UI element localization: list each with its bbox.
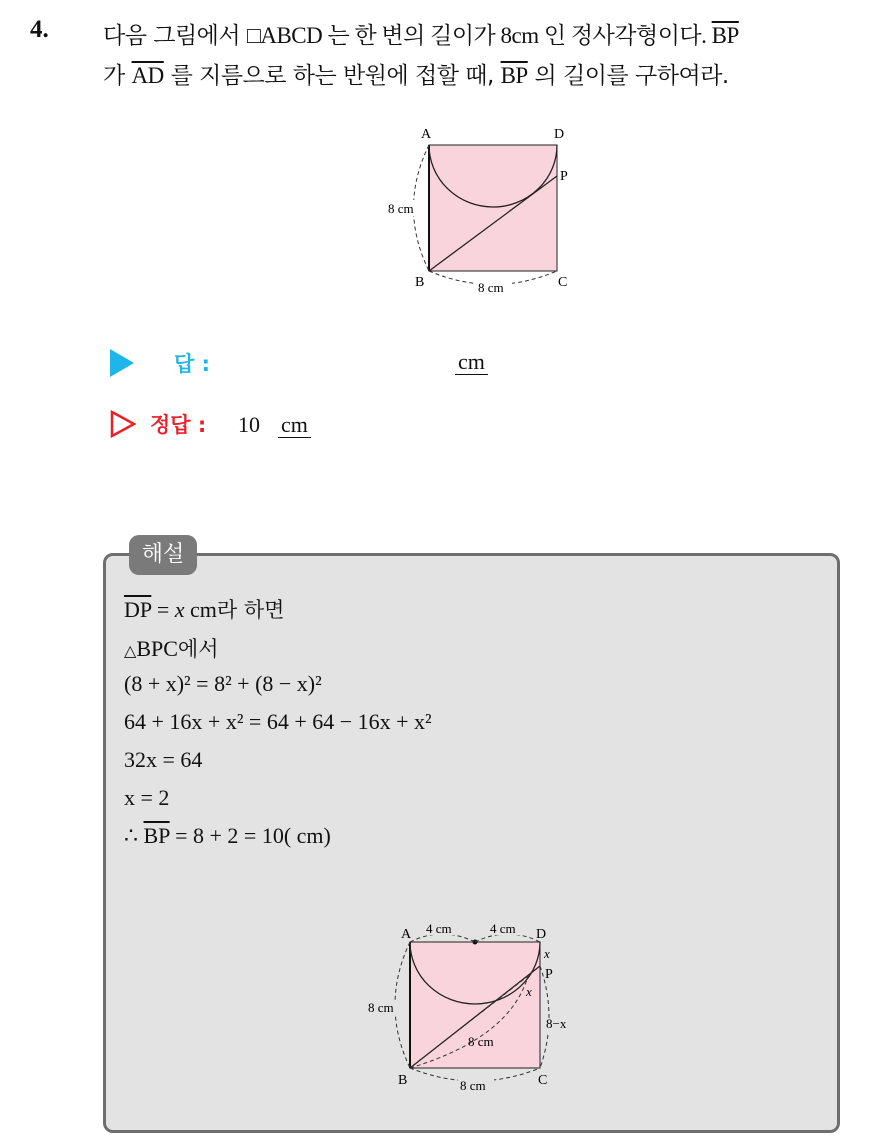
solution-figure — [360, 918, 600, 1098]
label-d: D — [554, 127, 565, 142]
svg-text:4 cm: 4 cm — [490, 921, 516, 936]
svg-text:4 cm: 4 cm — [426, 921, 452, 936]
solution-eq-4: x = 2 — [124, 785, 170, 810]
svg-text:8−x: 8−x — [546, 1016, 567, 1031]
play-icon — [110, 349, 134, 377]
svg-text:A: A — [401, 927, 412, 942]
label-p: P — [560, 169, 568, 184]
svg-text:C: C — [538, 1073, 548, 1088]
solution-eq-1: (8 + x)² = 8² + (8 − x)² — [124, 671, 322, 696]
question-line-2: 가 $\overline{AD}$ 를 지름으로 하는 반원에 접할 때, $\overline{BP}$ 의 길이를 구하여라. — [103, 63, 729, 89]
correct-answer-value: 10 — [238, 412, 260, 437]
question-line-1: 다음 그림에서 □ABCD 는 한 변의 길이가 8cm 인 정사각형이다. $\overline{BP}$ — [103, 23, 739, 49]
play-outline-icon — [110, 410, 136, 438]
solution-eq-3: 32x = 64 — [124, 747, 203, 772]
label-c: C — [558, 275, 568, 290]
square-symbol: □ — [246, 23, 261, 48]
segment-bp: $\overline{BP}$ — [500, 63, 528, 88]
solution-line-2: △BPC에서 — [124, 636, 219, 661]
solution-eq-2: 64 + 16x + x² = 64 + 64 − 16x + x² — [124, 709, 432, 734]
solution-eq-5: ∴ $\overline{BP} = 8 + 2 = 10$( cm) — [124, 823, 331, 848]
svg-text:x: x — [544, 946, 550, 961]
correct-answer-label: 정답 : — [150, 413, 207, 437]
svg-text:B: B — [398, 1073, 408, 1088]
svg-text:D: D — [536, 927, 547, 942]
svg-text:x: x — [526, 984, 532, 999]
answer-label: 답 : — [174, 352, 210, 376]
correct-answer-unit: cm — [278, 412, 311, 438]
label-side-left: 8 cm — [388, 201, 414, 216]
answer-unit: cm — [455, 349, 488, 375]
segment-bp: $\overline{BP}$ — [711, 23, 739, 48]
svg-text:8 cm: 8 cm — [368, 1000, 394, 1015]
svg-text:8 cm: 8 cm — [460, 1078, 486, 1093]
square-abcd — [429, 145, 557, 271]
label-a: A — [421, 127, 432, 142]
square-abcd-2 — [410, 942, 540, 1068]
segment-ad: $\overline{AD}$ — [131, 63, 164, 88]
svg-text:8 cm: 8 cm — [468, 1034, 494, 1049]
explanation-tab: 해설 — [129, 535, 197, 575]
label-side-bottom: 8 cm — [478, 280, 504, 295]
question-number: 4. — [30, 16, 49, 43]
svg-text:P: P — [545, 967, 553, 982]
square-semicircle-figure — [380, 120, 580, 300]
solution-line-1: $\overline{DP} = x$ cm라 하면 — [124, 597, 285, 622]
label-b: B — [415, 275, 425, 290]
